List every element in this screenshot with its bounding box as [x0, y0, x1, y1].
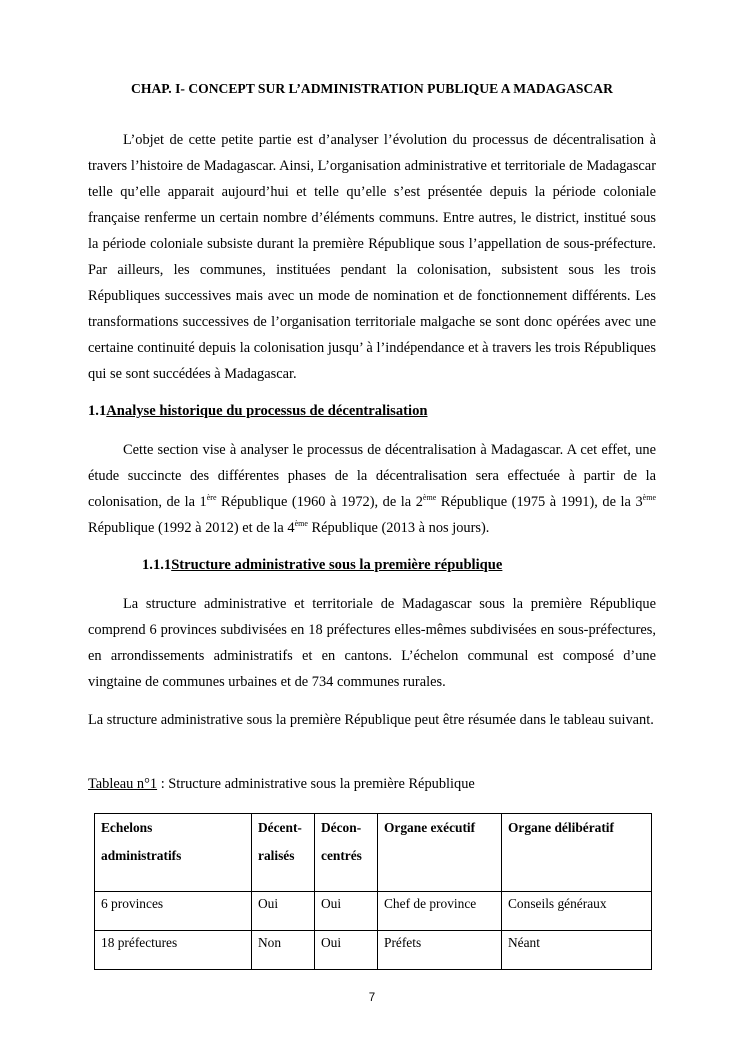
table-row — [95, 931, 652, 970]
table-cell: Conseils généraux — [502, 892, 652, 931]
section-1-1-heading — [88, 402, 427, 420]
section-1-1-1-number: 1.1.1 — [142, 557, 172, 573]
table-caption — [88, 774, 475, 794]
table-cell: Oui — [252, 892, 315, 931]
table-cell: Néant — [502, 931, 652, 970]
ordinal-superscript: ème — [642, 493, 656, 503]
table-cell: Non — [252, 931, 315, 970]
paragraph-text-part: République (2013 à nos jours). — [307, 520, 490, 536]
ordinal-superscript: ème — [294, 519, 308, 529]
page-number: 7 — [368, 992, 376, 1004]
table-cell: Oui — [315, 931, 378, 970]
section-1-1-1-paragraph: La structure administrative et territoriale de Madagascar sous la première République comprend 6 provinces subdivisées en 18 préfectures elles-mêmes subdivisées en sous-préfectures, en arrondissements administratifs et en cantons. L’échelon communal est composé d’une vingtaine de communes urbaines et de 734 communes rurales. — [88, 596, 656, 690]
table-header-cell: Décon- centrés — [315, 814, 378, 892]
table-cell: Préfets — [378, 931, 502, 970]
paragraph-text-part: Cette section vise à analyser le processus de décentralisation à Madagascar. A cet effet, une étude succincte des différentes phases de la décentralisation sera effectuée à partir de la colonisation, de la 1 — [88, 442, 656, 510]
paragraph-text-part: République (1992 à 2012) et de la 4 — [88, 520, 295, 536]
table-cell: 6 provinces — [95, 892, 252, 931]
ordinal-superscript: ère — [206, 493, 217, 503]
table-row — [95, 892, 652, 931]
table-header-row — [95, 814, 652, 892]
section-1-1-1-title: Structure administrative sous la première république — [171, 557, 503, 573]
ordinal-superscript: ème — [422, 493, 437, 503]
table-caption-label: Tableau n°1 — [88, 776, 158, 792]
section-1-1-1-heading — [142, 556, 502, 574]
paragraph-text-part: République (1975 à 1991), de la 3 — [436, 494, 643, 510]
table-header-cell: Organe exécutif — [378, 814, 502, 892]
intro-paragraph: L’objet de cette petite partie est d’analyser l’évolution du processus de décentralisation à travers l’histoire de Madagascar. Ainsi, L’organisation administrative et territoriale de Madagascar telle qu’elle apparait aujourd’hui et telle qu’elle s’est présentée depuis la période coloniale française renferme un certain nombre d’éléments communs. Entre autres, le district, institué sous la période coloniale subsiste durant la première République sous l’appellation de sous-préfecture. Par ailleurs, les communes, instituées pendant la colonisation, subsistent sous les trois Républiques successives mais avec un mode de nomination et de fonctionnement différents. Les transformations successives de l’organisation territoriale malgache se sont donc opérées avec une certaine continuité depuis la colonisation jusqu’ à l’indépendance et à travers les trois Républiques qui se sont succédées à Madagascar. — [88, 132, 656, 382]
section-1-1-paragraph — [88, 437, 656, 541]
paragraph-text-part: République (1960 à 1972), de la 2 — [216, 494, 423, 510]
section-1-1-number: 1.1 — [88, 403, 107, 419]
section-1-1-title: Analyse historique du processus de décentralisation — [106, 403, 428, 419]
table-cell: Oui — [315, 892, 378, 931]
table-header-cell: Organe délibératif — [502, 814, 652, 892]
chapter-title: CHAP. I- CONCEPT SUR L’ADMINISTRATION PUBLIQUE A MADAGASCAR — [131, 81, 613, 96]
table-cell: Chef de province — [378, 892, 502, 931]
table-header-cell: Echelons administratifs — [95, 814, 252, 892]
section-1-1-1-paragraph-2: La structure administrative sous la première République peut être résumée dans le tableau suivant. — [88, 712, 654, 728]
administrative-structure-table — [94, 813, 652, 970]
table-caption-text: : Structure administrative sous la première République — [157, 776, 475, 792]
table-header-cell: Décent- ralisés — [252, 814, 315, 892]
table-cell: 18 préfectures — [95, 931, 252, 970]
